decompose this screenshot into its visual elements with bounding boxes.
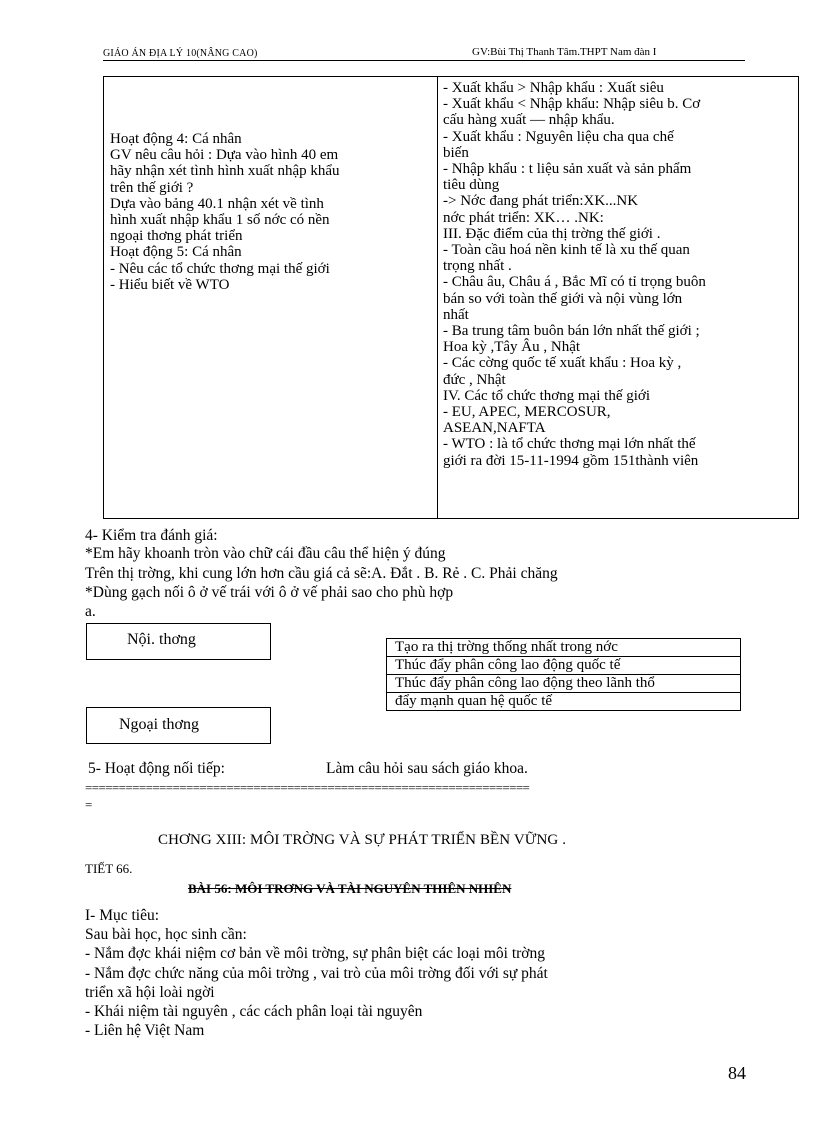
activity-line: Hoạt động 5: Cá nhân (110, 244, 242, 261)
followup-label: 5- Hoạt động nối tiếp: (88, 760, 225, 777)
activity-line: trên thế giới ? (110, 179, 194, 196)
matching-left-box-2 (86, 707, 271, 744)
content-line: - Châu âu, Châu á , Bắc Mĩ có tỉ trọng buôn (443, 274, 706, 291)
content-line: biến (443, 144, 469, 161)
content-line: - Toàn cầu hoá nền kinh tế là xu thế quan (443, 242, 690, 259)
activity-line: Hoạt động 4: Cá nhân (110, 131, 242, 147)
activity-line: - Hiểu biết về WTO (110, 276, 230, 293)
objective-line: - Liên hệ Việt Nam (85, 1022, 205, 1039)
content-line: - Xuất khẩu > Nhập khẩu : Xuất siêu (443, 80, 664, 96)
assessment-question-2: *Dùng gạch nối ô ở vế trái với ô ở vế phải sao cho phù hợp (85, 584, 454, 601)
objectives-intro: Sau bài học, học sinh cần: (85, 926, 247, 943)
content-line: trọng nhất . (443, 258, 512, 275)
content-line: - Xuất khẩu < Nhập khẩu: Nhập siêu b. Cơ (443, 96, 701, 113)
content-line: III. Đặc điểm của thị trờng thế giới . (443, 225, 661, 242)
table-activities-column (110, 131, 435, 293)
matching-left-label: Nội. thơng (127, 631, 196, 648)
content-line: - Ba trung tâm buôn bán lớn nhất thế giới ; (443, 323, 700, 340)
assessment-question-1: *Em hãy khoanh tròn vào chữ cái đầu câu thể hiện ý đúng (85, 545, 446, 562)
activity-line: - Nêu các tổ chức thơng mại thế giới (110, 260, 330, 277)
content-line: -> Nớc đang phát triển:XK...NK (443, 193, 639, 210)
content-line: - EU, APEC, MERCOSUR, (443, 404, 611, 421)
objective-line: - Nắm đợc khái niệm cơ bản về môi trờng, sự phân biệt các loại môi trờng (85, 945, 545, 962)
table-row (387, 675, 741, 693)
content-line: bán so với toàn thế giới và nội vùng lớn (443, 290, 683, 307)
objective-line: triển xã hội loài ngời (85, 984, 215, 1001)
matching-right-option: đẩy mạnh quan hệ quốc tế (387, 693, 741, 711)
header-course: GIÁO ÁN ĐỊA LÝ 10 (103, 48, 197, 59)
content-line: Hoa kỳ ,Tây Âu , Nhật (443, 339, 581, 356)
lesson-number: TIẾT 66. (85, 861, 133, 876)
separator-line: ================================================================== (85, 780, 530, 795)
content-line: nhất (443, 306, 469, 323)
chapter-title: CHƠNG XIII: MÔI TRỜNG VÀ SỰ PHÁT TRIỂN BỀN VỮNG . (158, 832, 567, 848)
table-row (387, 657, 741, 675)
content-line: - Xuất khẩu : Nguyên liệu cha qua chế (443, 128, 674, 145)
assessment-question-1-body: Trên thị trờng, khi cung lớn hơn cầu giá cả sẽ:A. Đắt . B. Rẻ . C. Phải chăng (85, 565, 558, 582)
matching-right-option: Thúc đẩy phân công lao động quốc tế (387, 657, 741, 675)
objectives-title: I- Mục tiêu: (85, 907, 160, 924)
objective-line: - Nắm đợc chức năng của môi trờng , vai trò của môi trờng đối với sự phát (85, 965, 548, 982)
page-number: 84 (728, 1063, 746, 1083)
header-teacher: GV:Bùi Thị Thanh Tâm.THPT Nam đàn I (472, 46, 657, 58)
followup-text: Làm câu hỏi sau sách giáo khoa. (326, 760, 528, 777)
content-line: ASEAN,NAFTA (443, 420, 546, 437)
content-line: giới ra đời 15-11-1994 gồm 151thành viên (443, 452, 699, 469)
activity-line: GV nêu câu hỏi : Dựa vào hình 40 em (110, 147, 339, 164)
content-line: - Nhập khẩu : t liệu sản xuất và sản phẩm (443, 161, 692, 178)
content-line: nớc phát triển: XK… .NK: (443, 209, 604, 226)
assessment-title: 4- Kiểm tra đánh giá: (85, 527, 218, 544)
content-line: - Các cờng quốc tế xuất khẩu : Hoa kỳ , (443, 355, 682, 372)
matching-right-table (386, 638, 741, 711)
header-rule (103, 60, 745, 61)
activity-line: hãy nhận xét tình hình xuất nhập khẩu (110, 163, 340, 180)
matching-right-option: Thúc đẩy phân công lao động theo lãnh thổ (387, 675, 741, 693)
table-row (387, 639, 741, 657)
content-line: tiêu dùng (443, 177, 500, 194)
lesson-title: BÀI 56: MÔI TRƠNG VÀ TÀI NGUYÊN THIÊN NHIÊN (188, 881, 512, 896)
content-line: - WTO : là tổ chức thơng mại lớn nhất thế (443, 436, 696, 453)
header-left (103, 48, 258, 59)
content-line: IV. Các tổ chức thơng mại thế giới (443, 387, 651, 404)
assessment-question-2-label: a. (85, 603, 96, 620)
matching-right-option: Tạo ra thị trờng thống nhất trong nớc (387, 639, 741, 657)
table-content-column (443, 80, 797, 469)
separator-line-end: = (85, 797, 93, 812)
content-line: đức , Nhật (443, 371, 506, 388)
table-row (387, 693, 741, 711)
table-column-divider (437, 77, 438, 518)
objective-line: - Khái niệm tài nguyên , các cách phân loại tài nguyên (85, 1003, 423, 1020)
matching-left-label: Ngoại thơng (119, 716, 200, 733)
activity-line: Dựa vào bảng 40.1 nhận xét về tình (110, 195, 324, 212)
activity-line: ngoại thơng phát triển (110, 228, 243, 245)
matching-left-box-1 (86, 623, 271, 660)
content-line: cấu hàng xuất — nhập khẩu. (443, 112, 615, 129)
activity-line: hình xuất nhập khẩu 1 số nớc có nền (110, 212, 330, 229)
header-level: (NÂNG CAO) (196, 48, 258, 59)
